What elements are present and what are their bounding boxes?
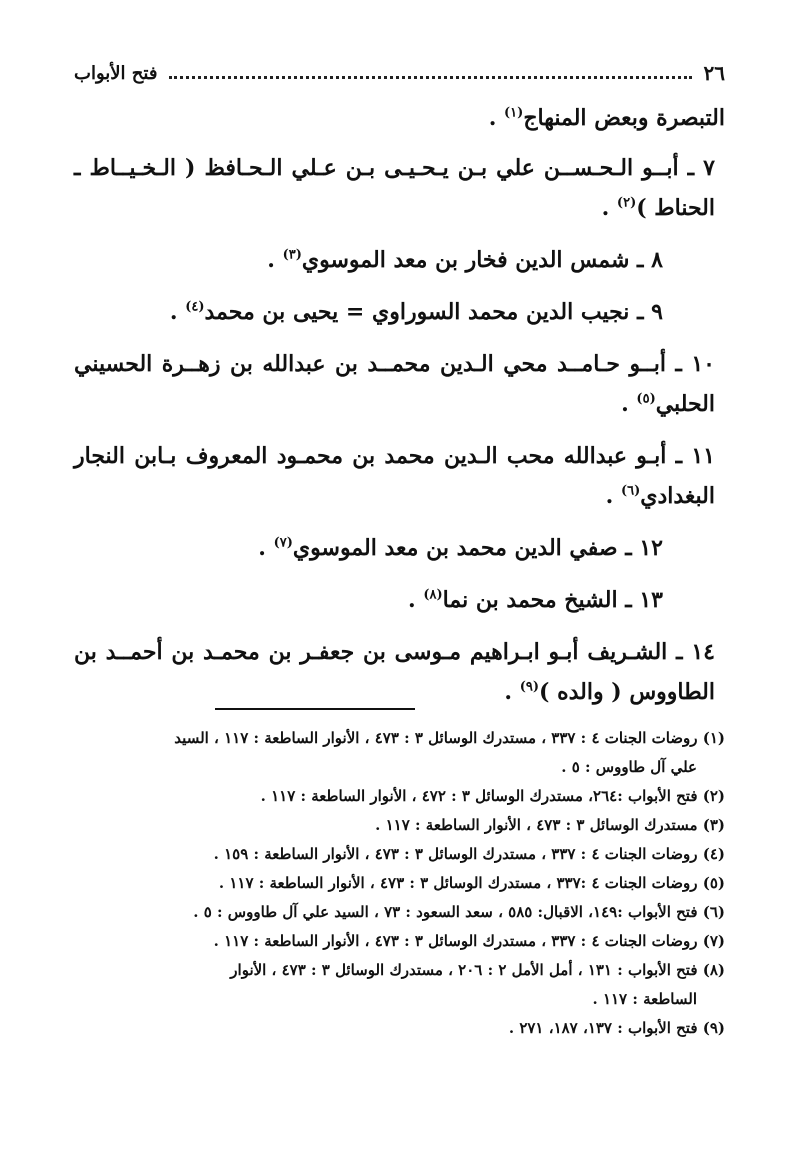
footnote-ref: (٧)	[273, 535, 293, 551]
book-page	[60, 0, 739, 1166]
footnote-ref: (٤)	[185, 299, 205, 315]
footnote-1: (١) روضات الجنات ٤ : ٣٣٧ ، مستدرك الوسائل ٣ : ٤٧٣ ، الأنوار الساطعة : ١١٧ ، السيد	[174, 729, 725, 747]
footnote-7: (٧) روضات الجنات ٤ : ٣٣٧ ، مستدرك الوسائل ٣ : ٤٧٣ ، الأنوار الساطعة : ١١٧ .	[213, 932, 725, 950]
footnote-4: (٤) روضات الجنات ٤ : ٣٣٧ ، مستدرك الوسائل ٣ : ٤٧٣ ، الأنوار الساطعة : ١٥٩ .	[213, 845, 725, 863]
list-item-12: ١٢ ـ صفي الدين محمد بن معد الموسوي$^{(٧)}$ .	[258, 535, 663, 561]
list-item-8: ٨ ـ شمس الدين فخار بن معد الموسوي$^{(٣)}$ .	[267, 247, 663, 273]
paragraph-continuation: التبصرة وبعض المنهاج$^{(١)}$ .	[488, 105, 725, 131]
list-item-7: ٧ ـ أبــو الـحـســن علي بـن يـحـيـى بـن عـلي الـحـافظ ( الـخـيــاط ـ الحناط )$^{(٢)}$ .	[74, 155, 715, 221]
footnote-ref: (١)	[504, 105, 524, 121]
footnote-3: (٣) مستدرك الوسائل ٣ : ٤٧٣ ، الأنوار الساطعة : ١١٧ .	[375, 816, 725, 834]
footnote-ref: (٣)	[282, 247, 302, 263]
footnote-9: (٩) فتح الأبواب : ١٣٧، ١٨٧، ٢٧١ .	[508, 1019, 725, 1037]
list-item-9: ٩ ـ نجيب الدين محمد السوراوي = يحيى بن محمد$^{(٤)}$ .	[169, 299, 663, 325]
footnote-ref: (٢)	[616, 195, 637, 211]
list-item-13: ١٣ ـ الشيخ محمد بن نما$^{(٨)}$ .	[408, 587, 663, 613]
page-number: ٢٦	[703, 61, 725, 85]
footnote-1-continuation: علي آل طاووس : ٥ .	[561, 758, 697, 776]
footnote-2: (٢) فتح الأبواب :٢٦٤، مستدرك الوسائل ٣ : ٤٧٢ ، الأنوار الساطعة : ١١٧ .	[260, 787, 725, 805]
running-title: فتح الأبواب	[74, 62, 158, 84]
main-text	[74, 98, 725, 724]
footnote-ref: (٥)	[636, 391, 656, 407]
list-item-14: ١٤ ـ الشـريف أبـو ابـراهيم مـوسى بن جعفـر بن محمـد بن أحمــد بن الطاووس ( والده )$^{(٩)}$ .	[74, 639, 715, 705]
footnote-8: (٨) فتح الأبواب : ١٣١ ، أمل الأمل ٢ : ٢٠٦ ، مستدرك الوسائل ٣ : ٤٧٣ ، الأنوار	[230, 961, 725, 979]
footnote-6: (٦) فتح الأبواب :١٤٩، الاقبال: ٥٨٥ ، سعد السعود : ٧٣ ، السيد علي آل طاووس : ٥ .	[193, 903, 725, 921]
list-item-10: ١٠ ـ أبــو حـامــد محي الـدين محمــد بن عبدالله بن زهــرة الحسيني الحلبي$^{(٥)}$ .	[74, 351, 715, 417]
running-header	[74, 56, 725, 90]
list-item-11: ١١ ـ أبـو عبدالله محب الـدين محمد بن محمـود المعروف بـابن النجار البغدادي$^{(٦)}$ .	[74, 443, 715, 509]
footnote-8-continuation: الساطعة : ١١٧ .	[592, 990, 697, 1008]
footnote-5: (٥) روضات الجنات ٤ :٣٣٧ ، مستدرك الوسائل ٣ : ٤٧٣ ، الأنوار الساطعة : ١١٧ .	[218, 874, 725, 892]
footnote-ref: (٦)	[620, 483, 641, 499]
footnote-ref: (٨)	[423, 587, 443, 603]
footnote-separator	[215, 708, 415, 710]
header-dot-leader	[169, 76, 691, 79]
footnotes	[74, 724, 725, 1043]
footnote-ref: (٩)	[519, 679, 540, 695]
